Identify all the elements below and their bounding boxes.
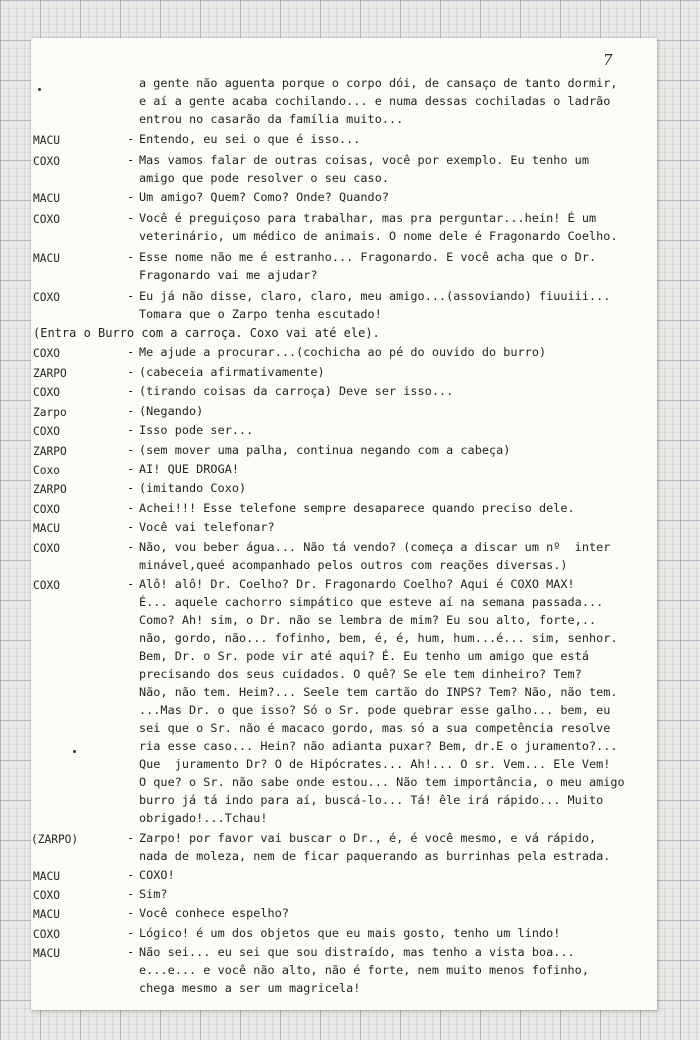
speaker-name: MACU [33, 192, 60, 205]
speaker-name: (ZARPO) [31, 833, 79, 846]
dialogue-line: Entendo, eu sei o que é isso... [139, 132, 361, 146]
dialogue-continuation: O que? o Sr. não sabe onde estou... Não tem importância, o meu amigo [139, 775, 625, 789]
ink-mark [38, 88, 41, 91]
dialogue-dash: - [127, 926, 135, 940]
dialogue-dash: - [127, 404, 135, 418]
dialogue-continuation: Como? Ah! sim, o Dr. não se lembra de mim? Eu sou alto, forte,.. [139, 613, 597, 627]
dialogue-line: (cabeceia afirmativamente) [139, 365, 325, 379]
dialogue-continuation: minável,queé acompanhado pelos outros com reações diversas.) [139, 558, 568, 572]
dialogue-line: Não, vou beber água... Não tá vendo? (começa a discar um nº inter [139, 540, 611, 554]
dialogue-continuation: e aí a gente acaba cochilando... e numa dessas cochiladas o ladrão [139, 94, 611, 108]
dialogue-continuation: ...Mas Dr. o que isso? Só o Sr. pode quebrar esse galho... bem, eu [139, 703, 611, 717]
dialogue-continuation: a gente não aguenta porque o corpo dói, de cansaço de tanto dormir, [139, 76, 618, 90]
dialogue-dash: - [127, 520, 135, 534]
dialogue-dash: - [127, 384, 135, 398]
speaker-name: MACU [33, 252, 60, 265]
dialogue-line: Não sei... eu sei que sou distraído, mas tenho a vista boa... [139, 945, 575, 959]
dialogue-continuation: não, gordo, não... fofinho, bem, é, é, hum, hum...é... sim, senhor. [139, 631, 618, 645]
dialogue-dash: - [127, 153, 135, 167]
dialogue-continuation: É... aquele cachorro simpático que esteve aí na semana passada... [139, 595, 604, 609]
dialogue-dash: - [127, 887, 135, 901]
dialogue-continuation: nada de moleza, nem de ficar paquerando as burrinhas pela estrada. [139, 849, 611, 863]
dialogue-dash: - [127, 345, 135, 359]
dialogue-line: Um amigo? Quem? Como? Onde? Quando? [139, 190, 389, 204]
speaker-name: COXO [33, 291, 60, 304]
speaker-name: COXO [33, 579, 60, 592]
speaker-name: COXO [33, 213, 60, 226]
dialogue-dash: - [127, 577, 135, 591]
dialogue-dash: - [127, 831, 135, 845]
dialogue-dash: - [127, 132, 135, 146]
dialogue-continuation: e...e... e você não alto, não é forte, nem muito menos fofinho, [139, 963, 589, 977]
speaker-name: COXO [33, 425, 60, 438]
dialogue-continuation: Bem, Dr. o Sr. pode vir até aqui? É. Eu tenho um amigo que está [139, 649, 589, 663]
dialogue-continuation: ria esse caso... Hein? não adianta puxar? Bem, dr.E o juramento?... [139, 739, 618, 753]
dialogue-line: Lógico! é um dos objetos que eu mais gosto, tenho um lindo! [139, 926, 561, 940]
dialogue-line: (sem mover uma palha, continua negando com a cabeça) [139, 443, 511, 457]
dialogue-line: Você conhece espelho? [139, 906, 289, 920]
dialogue-continuation: entrou no casarão da família muito... [139, 112, 404, 126]
dialogue-dash: - [127, 906, 135, 920]
ink-mark [73, 750, 76, 753]
dialogue-dash: - [127, 481, 135, 495]
dialogue-continuation: Não, não tem. Heim?... Seele tem cartão do INPS? Tem? Não, não tem. [139, 685, 618, 699]
dialogue-dash: - [127, 462, 135, 476]
dialogue-dash: - [127, 190, 135, 204]
dialogue-continuation: Fragonardo vai me ajudar? [139, 268, 318, 282]
dialogue-continuation: burro já tá indo para aí, buscá-lo... Tá! êle irá rápido... Muito [139, 793, 604, 807]
speaker-name: COXO [33, 928, 60, 941]
speaker-name: ZARPO [33, 445, 67, 458]
dialogue-line: (tirando coisas da carroça) Deve ser isso... [139, 384, 454, 398]
dialogue-continuation: veterinário, um médico de animais. O nome dele é Fragonardo Coelho. [139, 229, 618, 243]
dialogue-continuation: Tomara que o Zarpo tenha escutado! [139, 307, 382, 321]
page-number: 7 [603, 51, 613, 69]
speaker-name: MACU [33, 908, 60, 921]
speaker-name: COXO [33, 155, 60, 168]
dialogue-dash: - [127, 868, 135, 882]
dialogue-continuation: Que juramento Dr? O de Hipócrates... Ah!... O sr. Vem... Ele Vem! [139, 757, 611, 771]
speaker-name: ZARPO [33, 483, 67, 496]
speaker-name: COXO [33, 889, 60, 902]
speaker-name: Coxo [33, 464, 60, 477]
speaker-name: Zarpo [33, 406, 67, 419]
dialogue-line: (imitando Coxo) [139, 481, 247, 495]
dialogue-continuation: precisando dos seus cuidados. O quê? Se ele tem dinheiro? Tem? [139, 667, 582, 681]
speaker-name: ZARPO [33, 367, 67, 380]
dialogue-line: (Negando) [139, 404, 204, 418]
dialogue-dash: - [127, 289, 135, 303]
dialogue-line: Zarpo! por favor vai buscar o Dr., é, é você mesmo, e vá rápido, [139, 831, 597, 845]
dialogue-continuation: chega mesmo a ser um magricela! [139, 981, 361, 995]
dialogue-line: COXO! [139, 868, 175, 882]
dialogue-dash: - [127, 540, 135, 554]
dialogue-dash: - [127, 365, 135, 379]
speaker-name: MACU [33, 947, 60, 960]
dialogue-dash: - [127, 211, 135, 225]
dialogue-continuation: amigo que pode resolver o seu caso. [139, 171, 389, 185]
dialogue-line: Sim? [139, 887, 168, 901]
speaker-name: COXO [33, 347, 60, 360]
stage-direction: (Entra o Burro com a carroça. Coxo vai até ele). [33, 326, 380, 340]
dialogue-line: Alô! alô! Dr. Coelho? Dr. Fragonardo Coelho? Aqui é COXO MAX! [139, 577, 575, 591]
dialogue-continuation: obrigado!...Tchau! [139, 811, 268, 825]
dialogue-line: Você é preguiçoso para trabalhar, mas pra perguntar...hein! É um [139, 211, 597, 225]
dialogue-dash: - [127, 501, 135, 515]
dialogue-line: Esse nome não me é estranho... Fragonardo. E você acha que o Dr. [139, 250, 597, 264]
dialogue-line: Isso pode ser... [139, 423, 254, 437]
dialogue-dash: - [127, 250, 135, 264]
dialogue-dash: - [127, 945, 135, 959]
speaker-name: COXO [33, 503, 60, 516]
speaker-name: MACU [33, 870, 60, 883]
dialogue-continuation: sei que o Sr. não é macaco gordo, mas só a sua competência resolve [139, 721, 611, 735]
dialogue-line: Eu já não disse, claro, claro, meu amigo...(assoviando) fiuuiii... [139, 289, 611, 303]
dialogue-dash: - [127, 423, 135, 437]
dialogue-line: Você vai telefonar? [139, 520, 275, 534]
dialogue-line: AI! QUE DROGA! [139, 462, 239, 476]
dialogue-dash: - [127, 443, 135, 457]
dialogue-line: Mas vamos falar de outras coisas, você por exemplo. Eu tenho um [139, 153, 589, 167]
dialogue-line: Me ajude a procurar...(cochicha ao pé do ouvido do burro) [139, 345, 547, 359]
speaker-name: COXO [33, 386, 60, 399]
speaker-name: COXO [33, 542, 60, 555]
speaker-name: MACU [33, 134, 60, 147]
dialogue-line: Achei!!! Esse telefone sempre desaparece quando preciso dele. [139, 501, 575, 515]
speaker-name: MACU [33, 522, 60, 535]
